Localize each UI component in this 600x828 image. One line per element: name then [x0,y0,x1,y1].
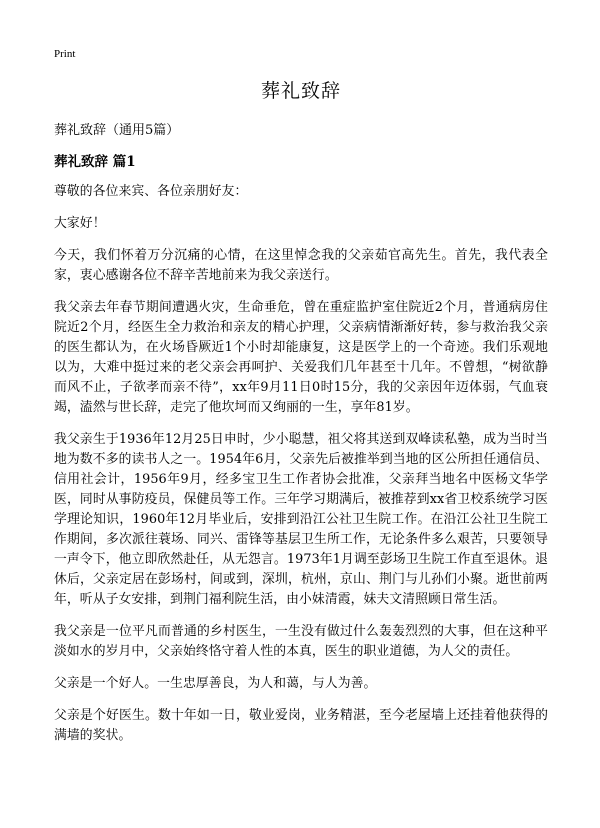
paragraph-biography: 我父亲生于1936年12月25日申时，少小聪慧，祖父将其送到双峰读私塾，成为当时当地为数不多的读书人之一。1954年6月，父亲先后被推举到当地的区公所担任通信员、信用社会计，1956年9月，经多宝卫生工作者协会批准，父亲拜当地名中医杨文华学医，同时从事防疫员，保健员等工作。三年学习期满后，被推荐到xx省卫校系统学习医学理论知识，1960年12月毕业后，安排到沿江公社卫生院工作。在沿江公社卫生院工作期间，多次派往蓑场、同兴、雷锋等基层卫生所工作，无论条件多么艰苦，只要领导一声令下，他立即欣然赴任，从无怨言。1973年1月调至彭场卫生院工作直至退休。退休后，父亲定居在彭场村，间或到，深圳，杭州，京山、荆门与儿孙们小聚。逝世前两年，听从子女安排，到荆门福利院生活，由小妹清霞，妹夫文清照顾日常生活。 [54,432,548,607]
print-link[interactable]: Print [54,48,76,60]
paragraph-character: 我父亲是一位平凡而普通的乡村医生，一生没有做过什么轰轰烈烈的大事，但在这种平淡如水的岁月中，父亲始终恪守着人性的本真，医生的职业道德，为人父的责任。 [54,624,548,659]
paragraph-good-person: 父亲是一个好人。一生忠厚善良，为人和蔼，与人为善。 [54,676,377,691]
document-subtitle: 葬礼致辞（通用5篇） [54,123,180,138]
paragraph-greeting-salutation: 尊敬的各位来宾、各位亲朋好友： [54,184,248,199]
section-heading: 葬礼致辞 篇1 [54,154,136,170]
paragraph-greeting: 大家好！ [54,216,106,231]
document-body [54,76,548,758]
page-title: 葬礼致辞 [260,80,341,102]
paragraph-illness: 我父亲去年春节期间遭遇火灾，生命垂危，曾在重症监护室住院近2个月，普通病房住院近2个月，经医生全力救治和亲友的精心护理，父亲病情渐渐好转，参与救治我父亲的医生都认为，在火场昏厥近1个小时却能康复，这是医学上的一个奇迹。我们乐观地以为，大难中挺过来的老父亲会再呵护、关爱我们几年甚至十几年。不曾想，“树欲静而风不止，子欲孝而亲不待”，xx年9月11日0时15分，我的父亲因年迈体弱，气血衰竭，溘然与世长辞，走完了他坎坷而又绚丽的一生，享年81岁。 [54,300,548,415]
paragraph-good-doctor: 父亲是个好医生。数十年如一日，敬业爱岗，业务精湛，至今老屋墙上还挂着他获得的满墙的奖状。 [54,708,548,743]
paragraph-opening: 今天，我们怀着万分沉痛的心情，在这里悼念我的父亲茹官高先生。首先，我代表全家，衷心感谢各位不辞辛苦地前来为我父亲送行。 [54,248,548,283]
